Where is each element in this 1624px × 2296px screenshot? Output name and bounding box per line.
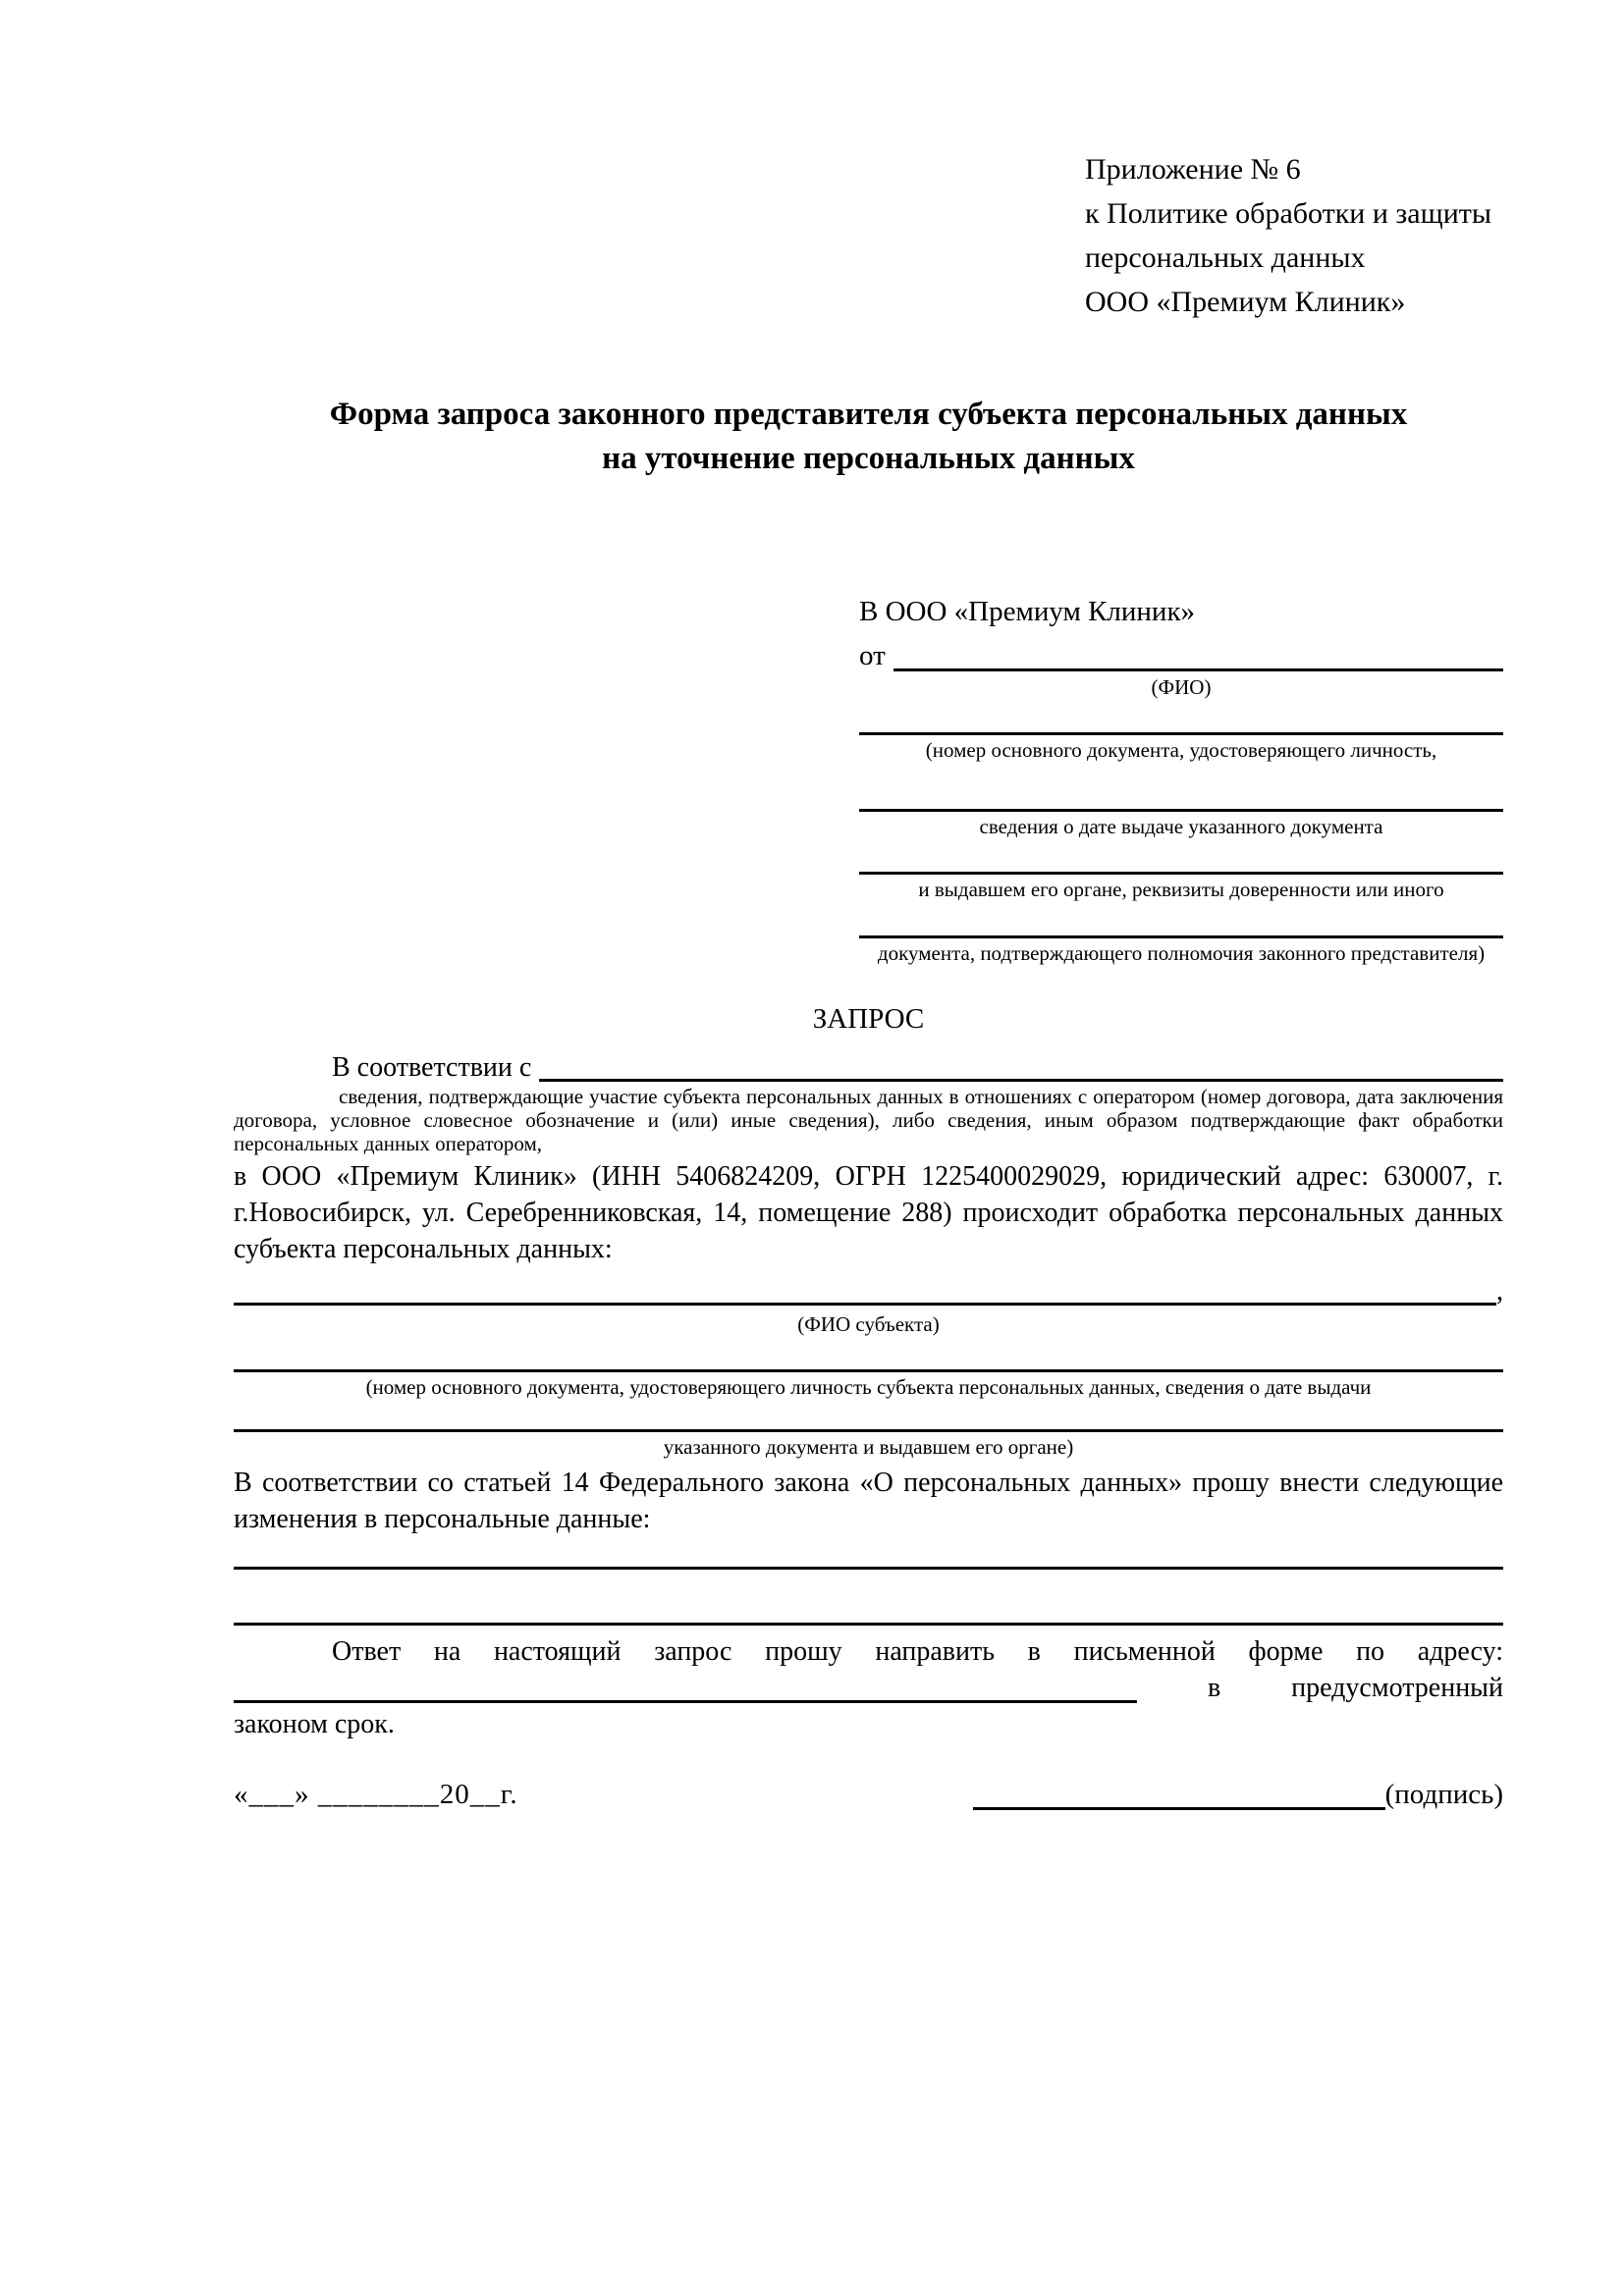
subject-fio-row	[234, 1274, 1503, 1308]
appendix-header	[1085, 147, 1491, 324]
date-field[interactable]: «___» ________20__г.	[234, 1779, 518, 1810]
trailing-comma: ,	[1496, 1276, 1503, 1307]
appendix-line: ООО «Премиум Клиник»	[1085, 286, 1406, 318]
signature-caption: (подпись)	[1384, 1779, 1503, 1810]
appendix-line: к Политике обработки и защиты	[1085, 197, 1492, 230]
operator-paragraph: в ООО «Премиум Клиник» (ИНН 5406824209, ОГРН 1225400029029, юридический адрес: 630007, г. г.Новосибирск, ул. Серебренниковская, 14, помещение 288) происходит обработка персональных данных субъекта персональных данных:	[234, 1161, 1503, 1264]
reply-word-2: предусмотренный	[1291, 1673, 1503, 1703]
basis-field[interactable]	[539, 1079, 1503, 1082]
page-title	[234, 393, 1503, 481]
page-title-line-1: Форма запроса законного представителя субъекта персональных данных	[329, 397, 1408, 432]
representative-fio-field[interactable]	[893, 668, 1503, 671]
reply-paragraph	[234, 1633, 1503, 1742]
signature-block	[973, 1775, 1503, 1814]
intro-label: В соответствии с	[332, 1052, 532, 1083]
signature-field[interactable]	[973, 1807, 1385, 1810]
subject-doc-caption-2: указанного документа и выдавшем его органе)	[663, 1435, 1074, 1459]
intro-row	[234, 1050, 1503, 1086]
address-field[interactable]	[234, 1700, 1137, 1703]
addressee-block	[859, 591, 1503, 965]
reply-line-1: Ответ на настоящий запрос прошу направить в письменной форме по адресу:	[332, 1636, 1503, 1667]
addressee-from-row	[859, 633, 1503, 675]
subject-doc-line-2[interactable]	[234, 1429, 1503, 1459]
page-title-line-2: на уточнение персональных данных	[602, 441, 1135, 476]
subject-doc-line-1[interactable]	[234, 1369, 1503, 1399]
doc-caption-3: и выдавшем его органе, реквизиты доверенности или иного	[918, 878, 1444, 901]
reply-line-2	[234, 1670, 1503, 1706]
addressee-to: В ООО «Премиум Клиник»	[859, 596, 1196, 627]
appendix-line: персональных данных	[1085, 241, 1366, 274]
doc-caption-2: сведения о дате выдаче указанного документа	[979, 815, 1383, 838]
representative-doc-line-4[interactable]	[859, 935, 1503, 965]
reply-word-1: в	[1207, 1673, 1221, 1703]
doc-caption-4: документа, подтверждающего полномочия законного представителя)	[877, 941, 1486, 965]
subject-fio-caption: (ФИО субъекта)	[797, 1312, 940, 1336]
fio-caption: (ФИО)	[1151, 675, 1212, 699]
changes-field-line-1[interactable]	[234, 1567, 1503, 1570]
subject-doc-caption-1: (номер основного документа, удостоверяющего личность субъекта персональных данных, сведения о дате выдачи	[365, 1375, 1372, 1399]
request-heading: ЗАПРОС	[812, 1003, 925, 1035]
representative-doc-line-1[interactable]	[859, 732, 1503, 762]
representative-doc-line-3[interactable]	[859, 872, 1503, 901]
amendment-paragraph: В соответствии со статьей 14 Федерального закона «О персональных данных» прошу внести следующие изменения в персональные данные:	[234, 1468, 1503, 1534]
signature-row	[234, 1775, 1503, 1814]
reply-line-3: законом срок.	[234, 1709, 395, 1739]
appendix-line: Приложение № 6	[1085, 153, 1301, 186]
from-label: от	[859, 640, 886, 671]
doc-caption-1: (номер основного документа, удостоверяющего личность,	[925, 738, 1437, 762]
subject-fio-field[interactable]	[234, 1303, 1496, 1306]
changes-field-line-2[interactable]	[234, 1623, 1503, 1626]
representative-doc-line-2[interactable]	[859, 809, 1503, 838]
basis-footnote: сведения, подтверждающие участие субъекта персональных данных в отношениях с оператором (номер договора, дата заключения договора, условное словесное обозначение и (или) иные сведения), либо сведения, иным образом подтверждающие факт обработки персональных данных оператором,	[234, 1085, 1503, 1155]
